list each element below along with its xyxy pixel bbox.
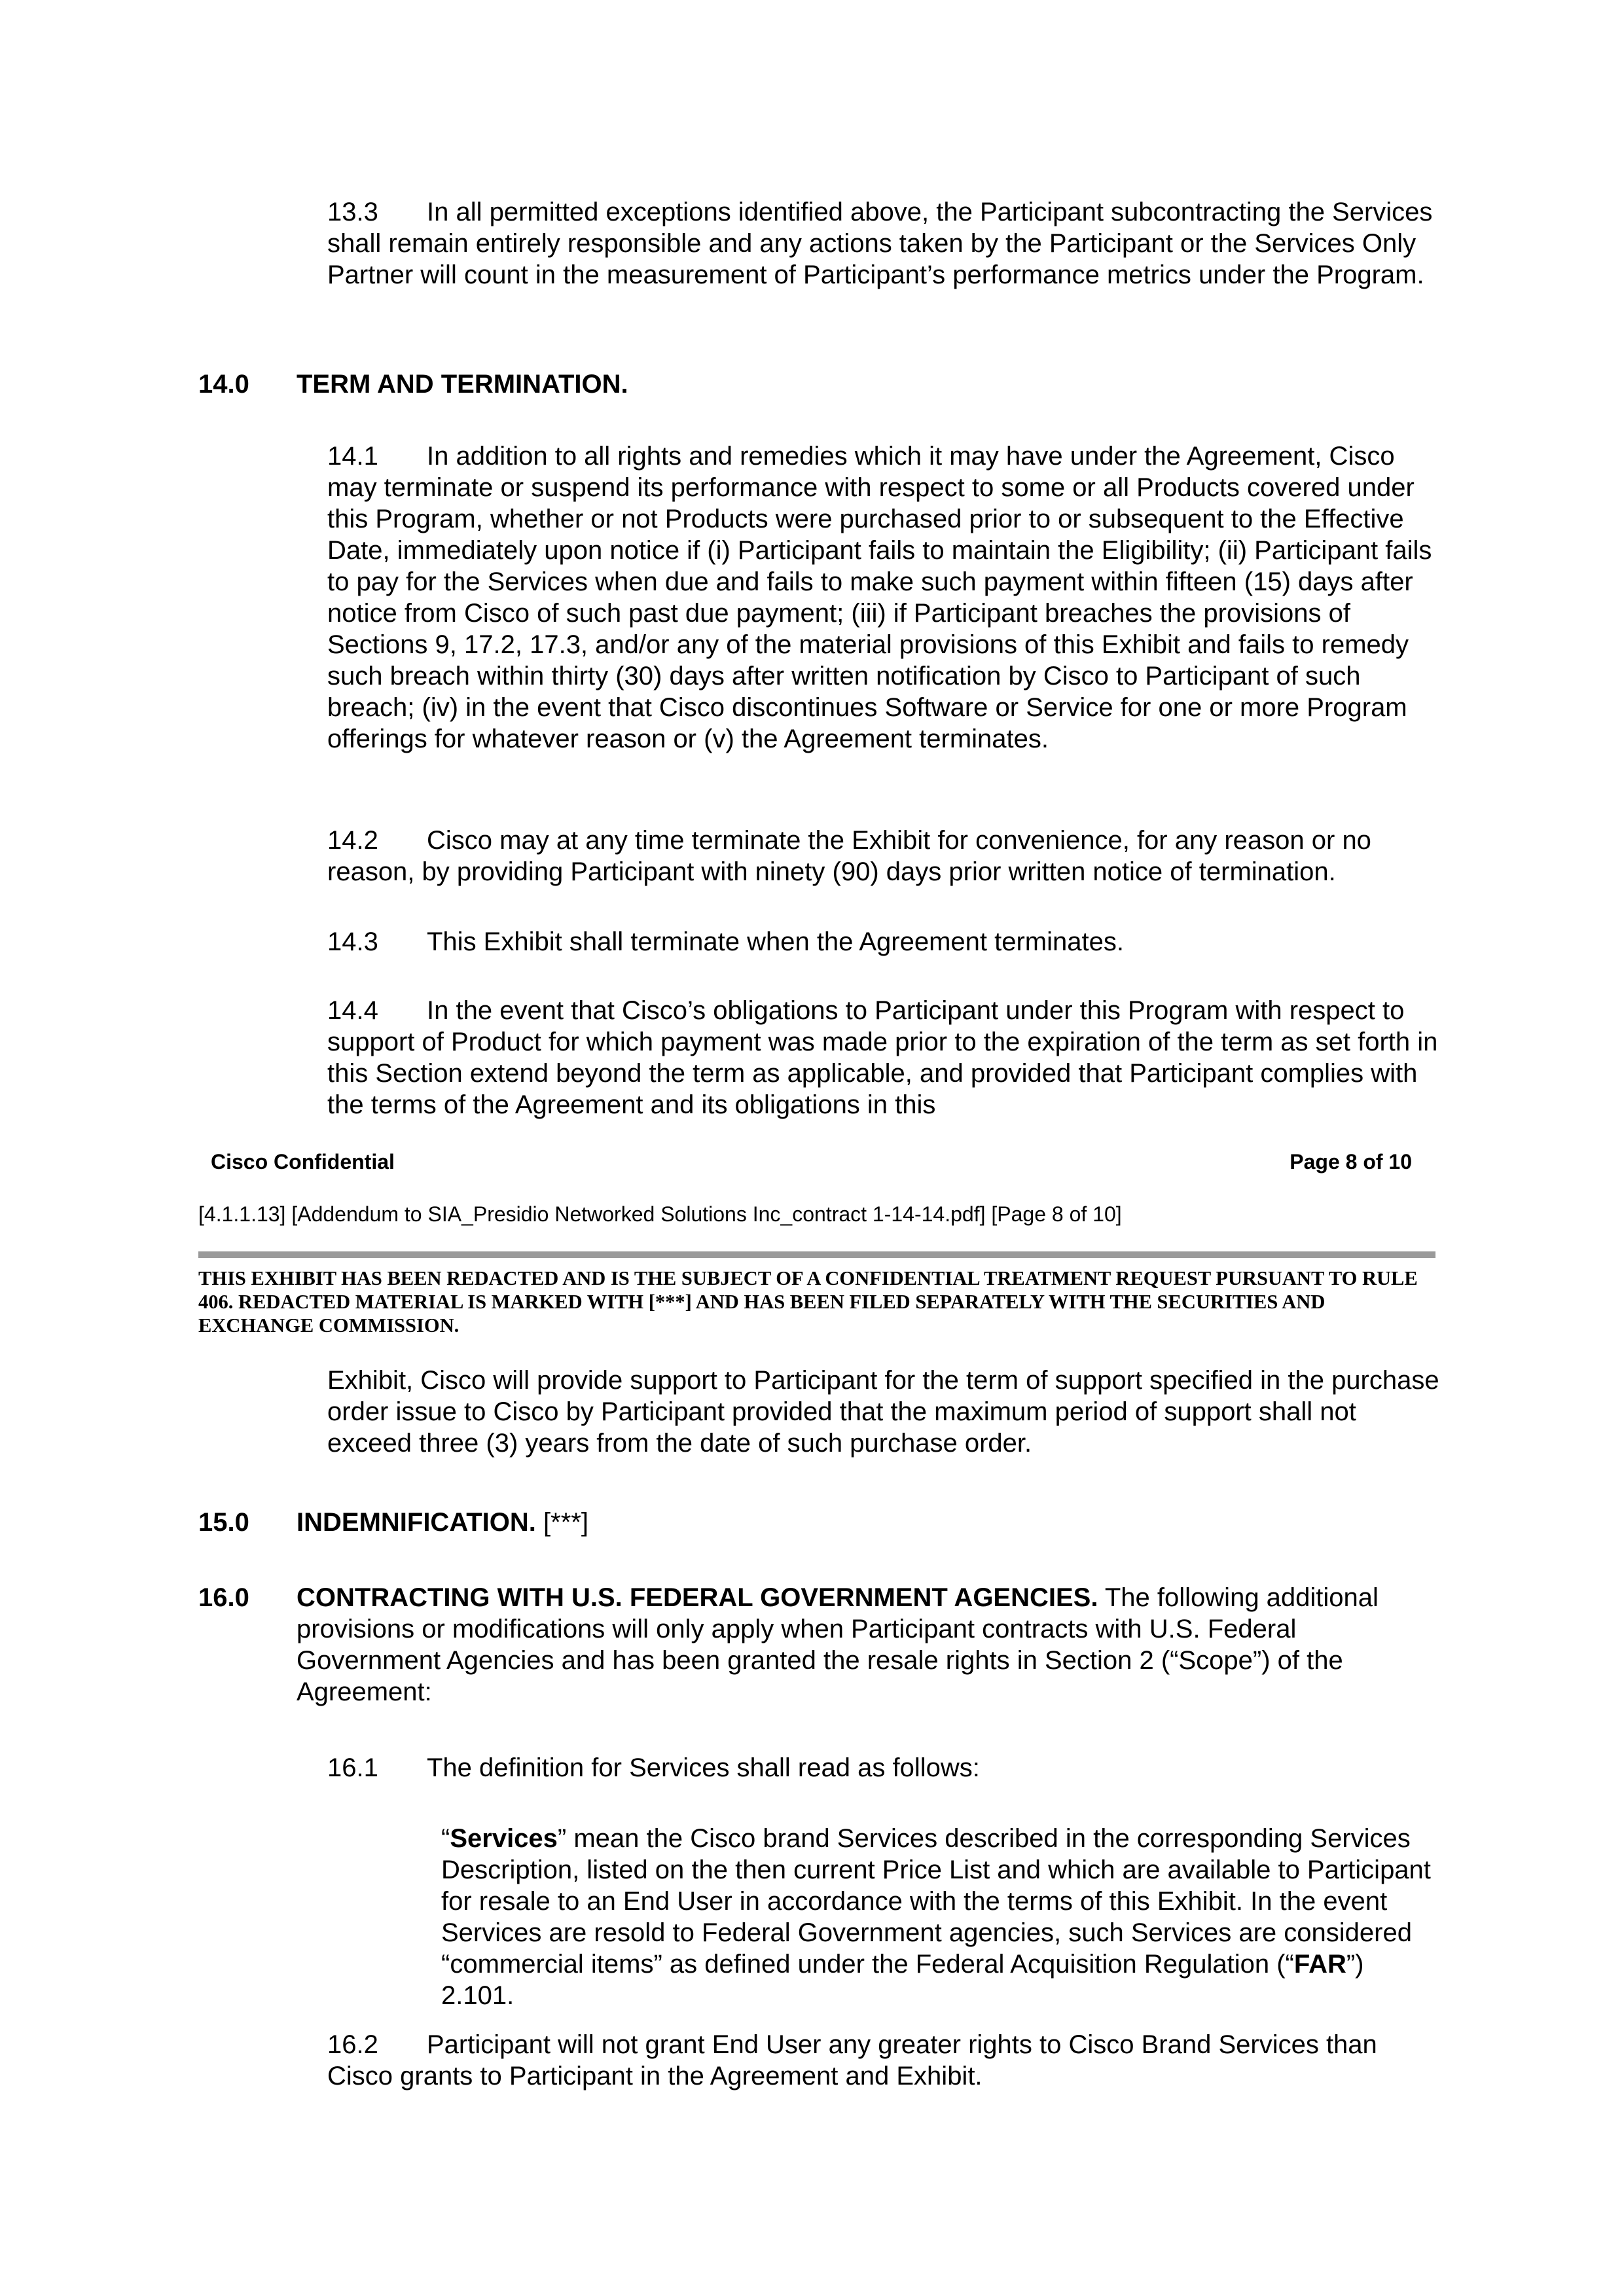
section-number: 14.1 (327, 442, 378, 471)
section-title: CONTRACTING WITH U.S. FEDERAL GOVERNMENT AGENCIES. (297, 1583, 1098, 1612)
section-text: The following additional provisions or modifications will only apply when Participant contracts with U.S. Federal Government Agencies and has been granted the resale rights in Section 2 (“Scope”) of the Agreement: (297, 1583, 1379, 1706)
section-number: 16.2 (327, 2030, 378, 2059)
section-number: 14.4 (327, 996, 378, 1025)
section-text: The definition for Services shall read as follows: (427, 1753, 980, 1782)
section-text: In all permitted exceptions identified above, the Participant subcontracting the Services shall remain entirely responsible and any actions taken by the Participant or the Services Only Partner will count in the measurement of Participant’s performance metrics under the Program. (327, 198, 1433, 289)
section-title: INDEMNIFICATION. (297, 1508, 536, 1537)
page-divider (198, 1251, 1435, 1258)
section-14-3 (327, 926, 1440, 958)
redaction-notice: THIS EXHIBIT HAS BEEN REDACTED AND IS THE SUBJECT OF A CONFIDENTIAL TREATMENT REQUEST PURSUANT TO RULE 406. REDACTED MATERIAL IS MARKED WITH [***] AND HAS BEEN FILED SEPARATELY WITH THE SECURITIES AND EXCHANGE COMMISSION. (198, 1267, 1418, 1336)
section-text: In the event that Cisco’s obligations to Participant under this Program with respect to support of Product for which payment was made prior to the expiration of the term as set forth in this Section extend beyond the term as applicable, and provided that Participant complies with the terms of the Agreement and its obligations in this (327, 996, 1438, 1119)
section-number: 16.1 (327, 1753, 378, 1782)
section-number: 13.3 (327, 198, 378, 226)
section-14-4 (327, 995, 1440, 1121)
section-number: 15.0 (198, 1508, 249, 1537)
section-text: In addition to all rights and remedies which it may have under the Agreement, Cisco may terminate or suspend its performance with respect to some or all Products covered under this Program, whether or not Products were purchased prior to or subsequent to the Effective Date, immediately upon notice if (i) Participant fails to maintain the Eligibility; (ii) Participant fails to pay for the Services when due and fails to make such payment within fifteen (15) days after notice from Cisco of such past due payment; (iii) if Participant breaches the provisions of Sections 9, 17.2, 17.3, and/or any of the material provisions of this Exhibit and fails to remedy such breach within thirty (30) days after written notification by Cisco to Participant of such breach; (iv) in the event that Cisco discontinues Software or Service for one or more Program offerings for whatever reason or (v) the Agreement terminates. (327, 442, 1432, 753)
section-16 (198, 1582, 1442, 1708)
section-14-2 (327, 825, 1440, 888)
section-text: This Exhibit shall terminate when the Agreement terminates. (427, 927, 1124, 956)
defined-term-services: Services (450, 1824, 558, 1853)
section-14-4-continuation: Exhibit, Cisco will provide support to Participant for the term of support specified in the purchase order issue to Cisco by Participant provided that the maximum period of support shall not exceed three (3) years from the date of such purchase order. (327, 1366, 1439, 1458)
section-text: Cisco may at any time terminate the Exhibit for convenience, for any reason or no reason, by providing Participant with ninety (90) days prior written notice of termination. (327, 826, 1371, 886)
section-13-3 (327, 196, 1440, 291)
reference-line: [4.1.1.13] [Addendum to SIA_Presidio Networked Solutions Inc_contract 1-14-14.pdf] [Page 8 of 10] (198, 1202, 1122, 1226)
section-14-heading (198, 368, 1442, 400)
defined-term-far: FAR (1293, 1950, 1346, 1979)
section-14-1 (327, 440, 1440, 755)
section-number: 14.2 (327, 826, 378, 855)
section-number: 14.3 (327, 927, 378, 956)
services-definition: “Services” mean the Cisco brand Services described in the corresponding Services Description, listed on the then current Price List and which are available to Participant for resale to an End User in accordance with the terms of this Exhibit. In the event Services are resold to Federal Government agencies, such Services are considered “commercial items” as defined under the Federal Acquisition Regulation (“FAR”) 2.101. (441, 1824, 1431, 2010)
section-16-2 (327, 2029, 1440, 2092)
footer-left: Cisco Confidential (211, 1150, 395, 1174)
section-number: 16.0 (198, 1583, 249, 1612)
redaction-marker: [***] (535, 1508, 588, 1537)
section-number: 14.0 (198, 370, 249, 399)
section-15-heading (198, 1507, 1442, 1538)
section-16-1 (327, 1752, 1440, 1784)
footer-page-number: Page 8 of 10 (1290, 1150, 1412, 1174)
section-text: Participant will not grant End User any greater rights to Cisco Brand Services than Cisco grants to Participant in the Agreement and Exhibit. (327, 2030, 1377, 2090)
section-title: TERM AND TERMINATION. (297, 370, 628, 399)
